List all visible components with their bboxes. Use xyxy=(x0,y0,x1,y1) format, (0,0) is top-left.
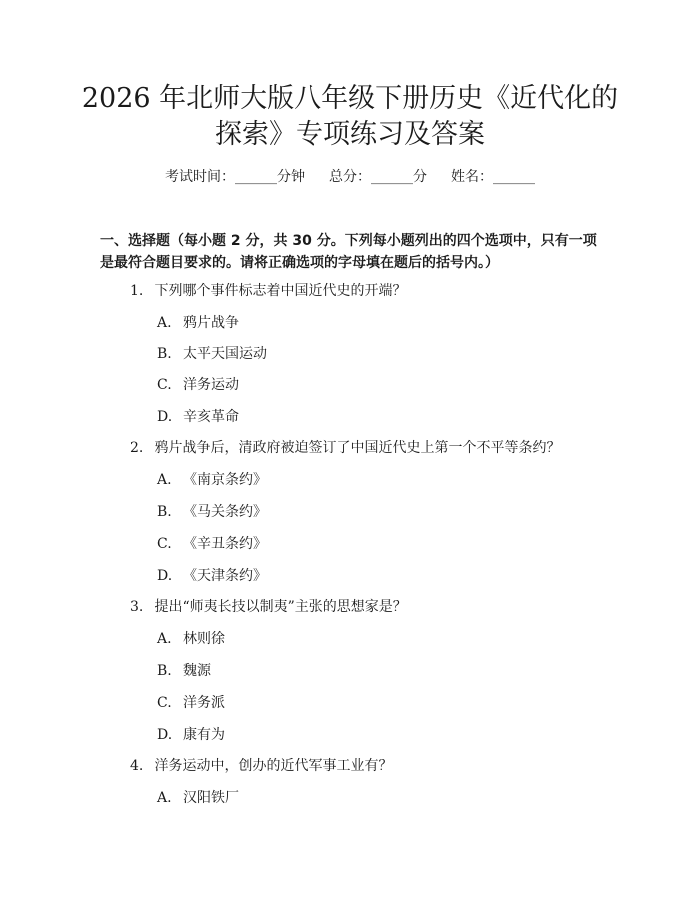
option-letter: A. xyxy=(157,315,172,331)
option-text: 鸦片战争 xyxy=(183,315,239,331)
exam-time-field: 考试时间：______分钟 xyxy=(165,169,305,185)
option-text: 《辛丑条约》 xyxy=(183,536,267,552)
question-text: 提出“师夷长技以制夷”主张的思想家是？ xyxy=(154,599,407,615)
option-text: 康有为 xyxy=(183,727,225,743)
question-1-option-d xyxy=(157,407,239,427)
section-header-multiple-choice: 一、选择题（每小题 2 分，共 30 分。下列每小题列出的四个选项中，只有一项是最符合题目要求的。请将正确选项的字母填在题后的括号内。） xyxy=(100,233,597,271)
option-letter: B. xyxy=(157,663,172,679)
option-text: 《南京条约》 xyxy=(183,472,267,488)
option-letter: A. xyxy=(157,472,172,488)
option-text: 辛亥革命 xyxy=(183,409,239,425)
question-number: 3. xyxy=(130,599,144,615)
question-2-option-a xyxy=(157,470,267,490)
question-1-option-a xyxy=(157,313,239,333)
option-letter: C. xyxy=(157,377,172,393)
question-3-option-a xyxy=(157,629,225,649)
question-4-option-a xyxy=(157,788,239,808)
document-title-line-1: 2026 年北师大版八年级下册历史《近代化的 xyxy=(81,83,619,114)
option-letter: B. xyxy=(157,346,172,362)
question-text: 洋务运动中，创办的近代军事工业有？ xyxy=(154,758,393,774)
option-text: 太平天国运动 xyxy=(183,346,267,362)
option-text: 魏源 xyxy=(183,663,211,679)
question-1-option-b xyxy=(157,344,267,364)
option-text: 林则徐 xyxy=(183,631,225,647)
question-2-option-c xyxy=(157,534,267,554)
option-text: 洋务派 xyxy=(183,695,225,711)
question-1-option-c xyxy=(157,375,239,395)
question-3-option-c xyxy=(157,693,225,713)
option-text: 汉阳铁厂 xyxy=(183,790,239,806)
question-number: 1. xyxy=(130,283,144,299)
question-3-option-d xyxy=(157,725,225,745)
question-text: 鸦片战争后，清政府被迫签订了中国近代史上第一个不平等条约？ xyxy=(154,440,561,456)
option-letter: C. xyxy=(157,695,172,711)
total-score-field: 总分：______分 xyxy=(329,169,427,185)
student-name-field: 姓名：______ xyxy=(451,169,535,185)
question-3 xyxy=(130,597,407,617)
option-text: 《天津条约》 xyxy=(183,568,267,584)
option-letter: D. xyxy=(157,568,173,584)
question-number: 2. xyxy=(130,440,144,456)
document-title-line-2: 探索》专项练习及答案 xyxy=(215,119,485,150)
exam-info-line xyxy=(0,166,700,188)
option-letter: B. xyxy=(157,504,172,520)
option-letter: A. xyxy=(157,790,172,806)
question-2-option-b xyxy=(157,502,267,522)
option-text: 洋务运动 xyxy=(183,377,239,393)
question-3-option-b xyxy=(157,661,211,681)
question-1 xyxy=(130,281,406,301)
question-2 xyxy=(130,438,560,458)
question-number: 4. xyxy=(130,758,144,774)
option-text: 《马关条约》 xyxy=(183,504,267,520)
option-letter: D. xyxy=(157,727,173,743)
option-letter: D. xyxy=(157,409,173,425)
question-text: 下列哪个事件标志着中国近代史的开端？ xyxy=(154,283,407,299)
question-4 xyxy=(130,756,392,776)
option-letter: A. xyxy=(157,631,172,647)
option-letter: C. xyxy=(157,536,172,552)
question-2-option-d xyxy=(157,566,267,586)
